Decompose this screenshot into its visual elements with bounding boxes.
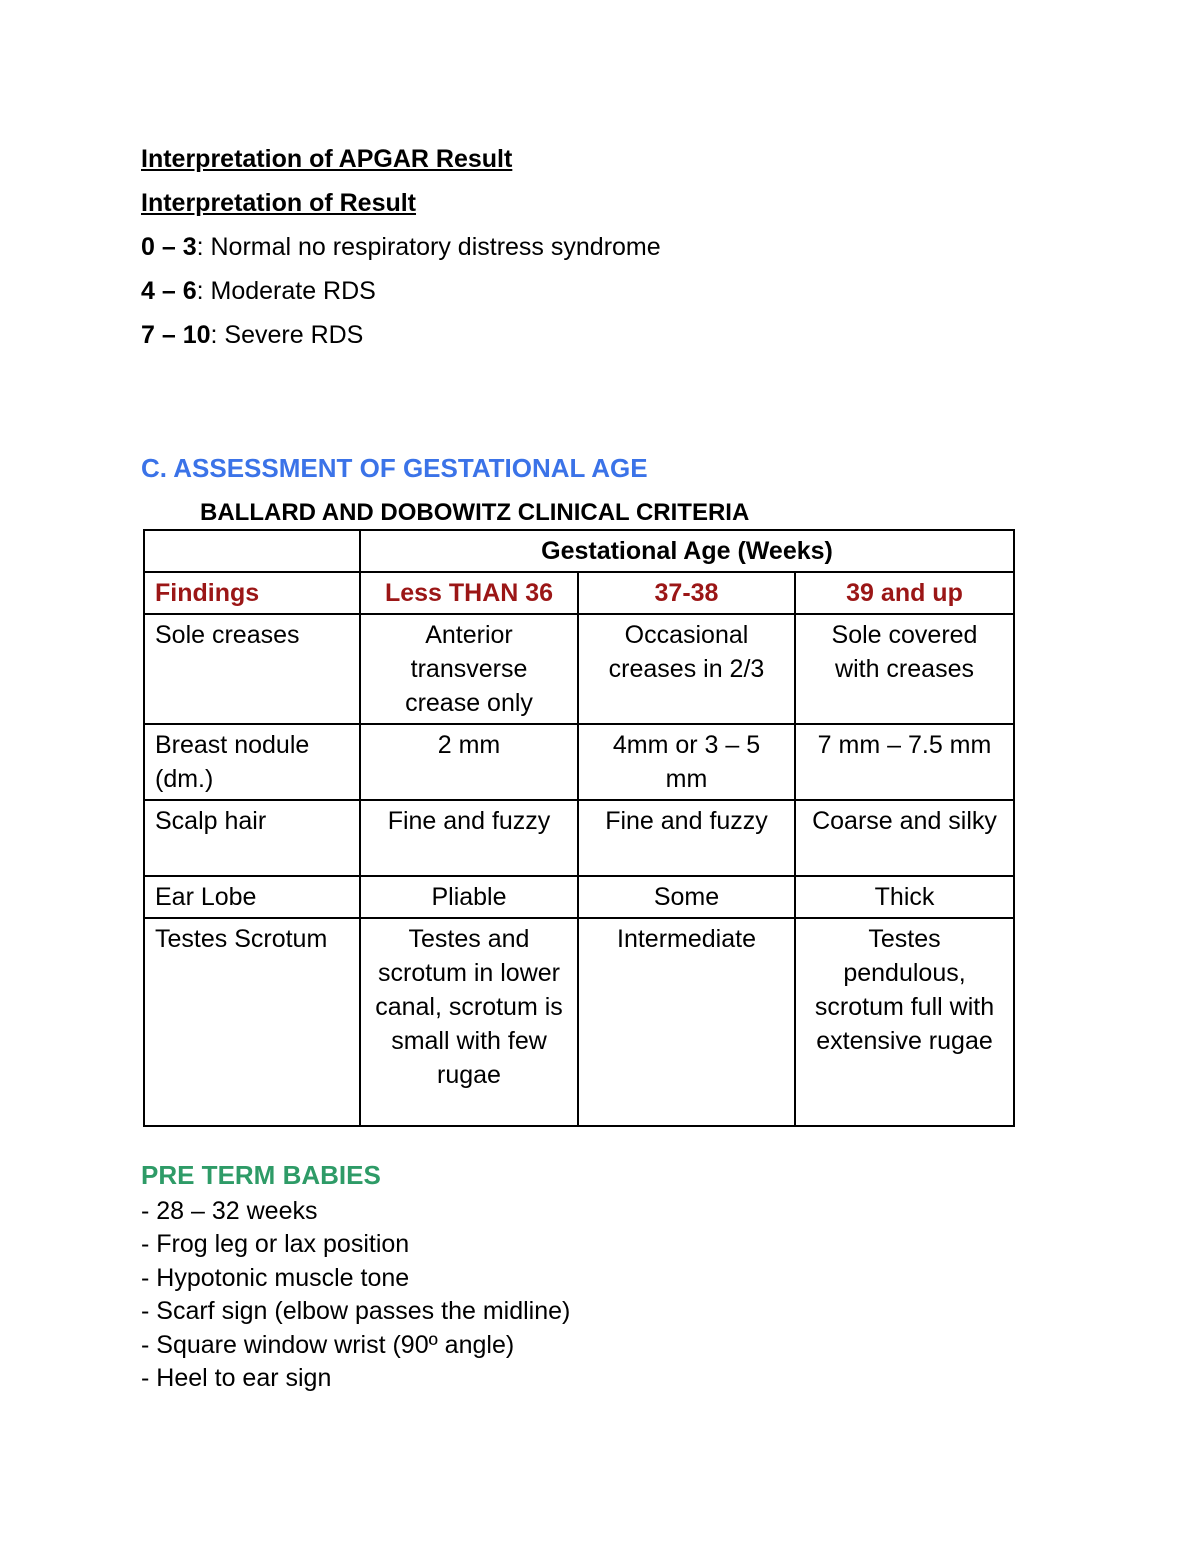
criteria-table xyxy=(143,529,1015,1127)
value-cell: Pliable xyxy=(360,876,578,918)
value-cell: Testes and scrotum in lower canal, scrotum is small with few rugae xyxy=(360,918,578,1126)
preterm-item: - Frog leg or lax position xyxy=(141,1230,410,1258)
apgar-heading: Interpretation of APGAR Result xyxy=(141,145,513,173)
preterm-item: - 28 – 32 weeks xyxy=(141,1197,318,1225)
value-cell: Coarse and silky xyxy=(795,800,1014,876)
table-row xyxy=(144,800,1014,876)
value-cell: Occasional creases in 2/3 xyxy=(578,614,795,724)
table-row xyxy=(144,918,1014,1126)
table-header-row xyxy=(144,572,1014,614)
apgar-item xyxy=(141,276,376,306)
group-header: Gestational Age (Weeks) xyxy=(360,530,1014,572)
finding-cell: Ear Lobe xyxy=(144,876,360,918)
result-heading: Interpretation of Result xyxy=(141,189,417,217)
finding-cell: Sole creases xyxy=(144,614,360,724)
column-header: 37-38 xyxy=(578,572,795,614)
apgar-range: 0 – 3 xyxy=(141,233,197,261)
value-cell: Testes pendulous, scrotum full with extensive rugae xyxy=(795,918,1014,1126)
apgar-text: : Normal no respiratory distress syndrome xyxy=(196,233,661,261)
column-header: Findings xyxy=(144,572,360,614)
table-row xyxy=(144,614,1014,724)
value-cell: 7 mm – 7.5 mm xyxy=(795,724,1014,800)
value-cell: Fine and fuzzy xyxy=(578,800,795,876)
empty-header-cell xyxy=(144,530,360,572)
preterm-item: - Scarf sign (elbow passes the midline) xyxy=(141,1297,571,1325)
table-row xyxy=(144,876,1014,918)
preterm-item: - Heel to ear sign xyxy=(141,1364,332,1392)
apgar-text: : Severe RDS xyxy=(210,321,364,349)
finding-cell: Breast nodule (dm.) xyxy=(144,724,360,800)
section-c-heading: C. ASSESSMENT OF GESTATIONAL AGE xyxy=(141,453,648,483)
preterm-item: - Hypotonic muscle tone xyxy=(141,1264,410,1292)
column-header: 39 and up xyxy=(795,572,1014,614)
table-title: BALLARD AND DOBOWITZ CLINICAL CRITERIA xyxy=(200,499,750,526)
value-cell: 2 mm xyxy=(360,724,578,800)
apgar-item xyxy=(141,232,661,262)
value-cell: Anterior transverse crease only xyxy=(360,614,578,724)
preterm-heading: PRE TERM BABIES xyxy=(141,1160,381,1190)
apgar-range: 7 – 10 xyxy=(141,321,211,349)
value-cell: Thick xyxy=(795,876,1014,918)
finding-cell: Scalp hair xyxy=(144,800,360,876)
table-group-header-row xyxy=(144,530,1014,572)
value-cell: Some xyxy=(578,876,795,918)
column-header: Less THAN 36 xyxy=(360,572,578,614)
value-cell: 4mm or 3 – 5 mm xyxy=(578,724,795,800)
table-row xyxy=(144,724,1014,800)
apgar-item xyxy=(141,320,363,350)
apgar-range: 4 – 6 xyxy=(141,277,197,305)
value-cell: Intermediate xyxy=(578,918,795,1126)
value-cell: Fine and fuzzy xyxy=(360,800,578,876)
preterm-item: - Square window wrist (90º angle) xyxy=(141,1331,515,1359)
finding-cell: Testes Scrotum xyxy=(144,918,360,1126)
value-cell: Sole covered with creases xyxy=(795,614,1014,724)
apgar-text: : Moderate RDS xyxy=(196,277,376,305)
